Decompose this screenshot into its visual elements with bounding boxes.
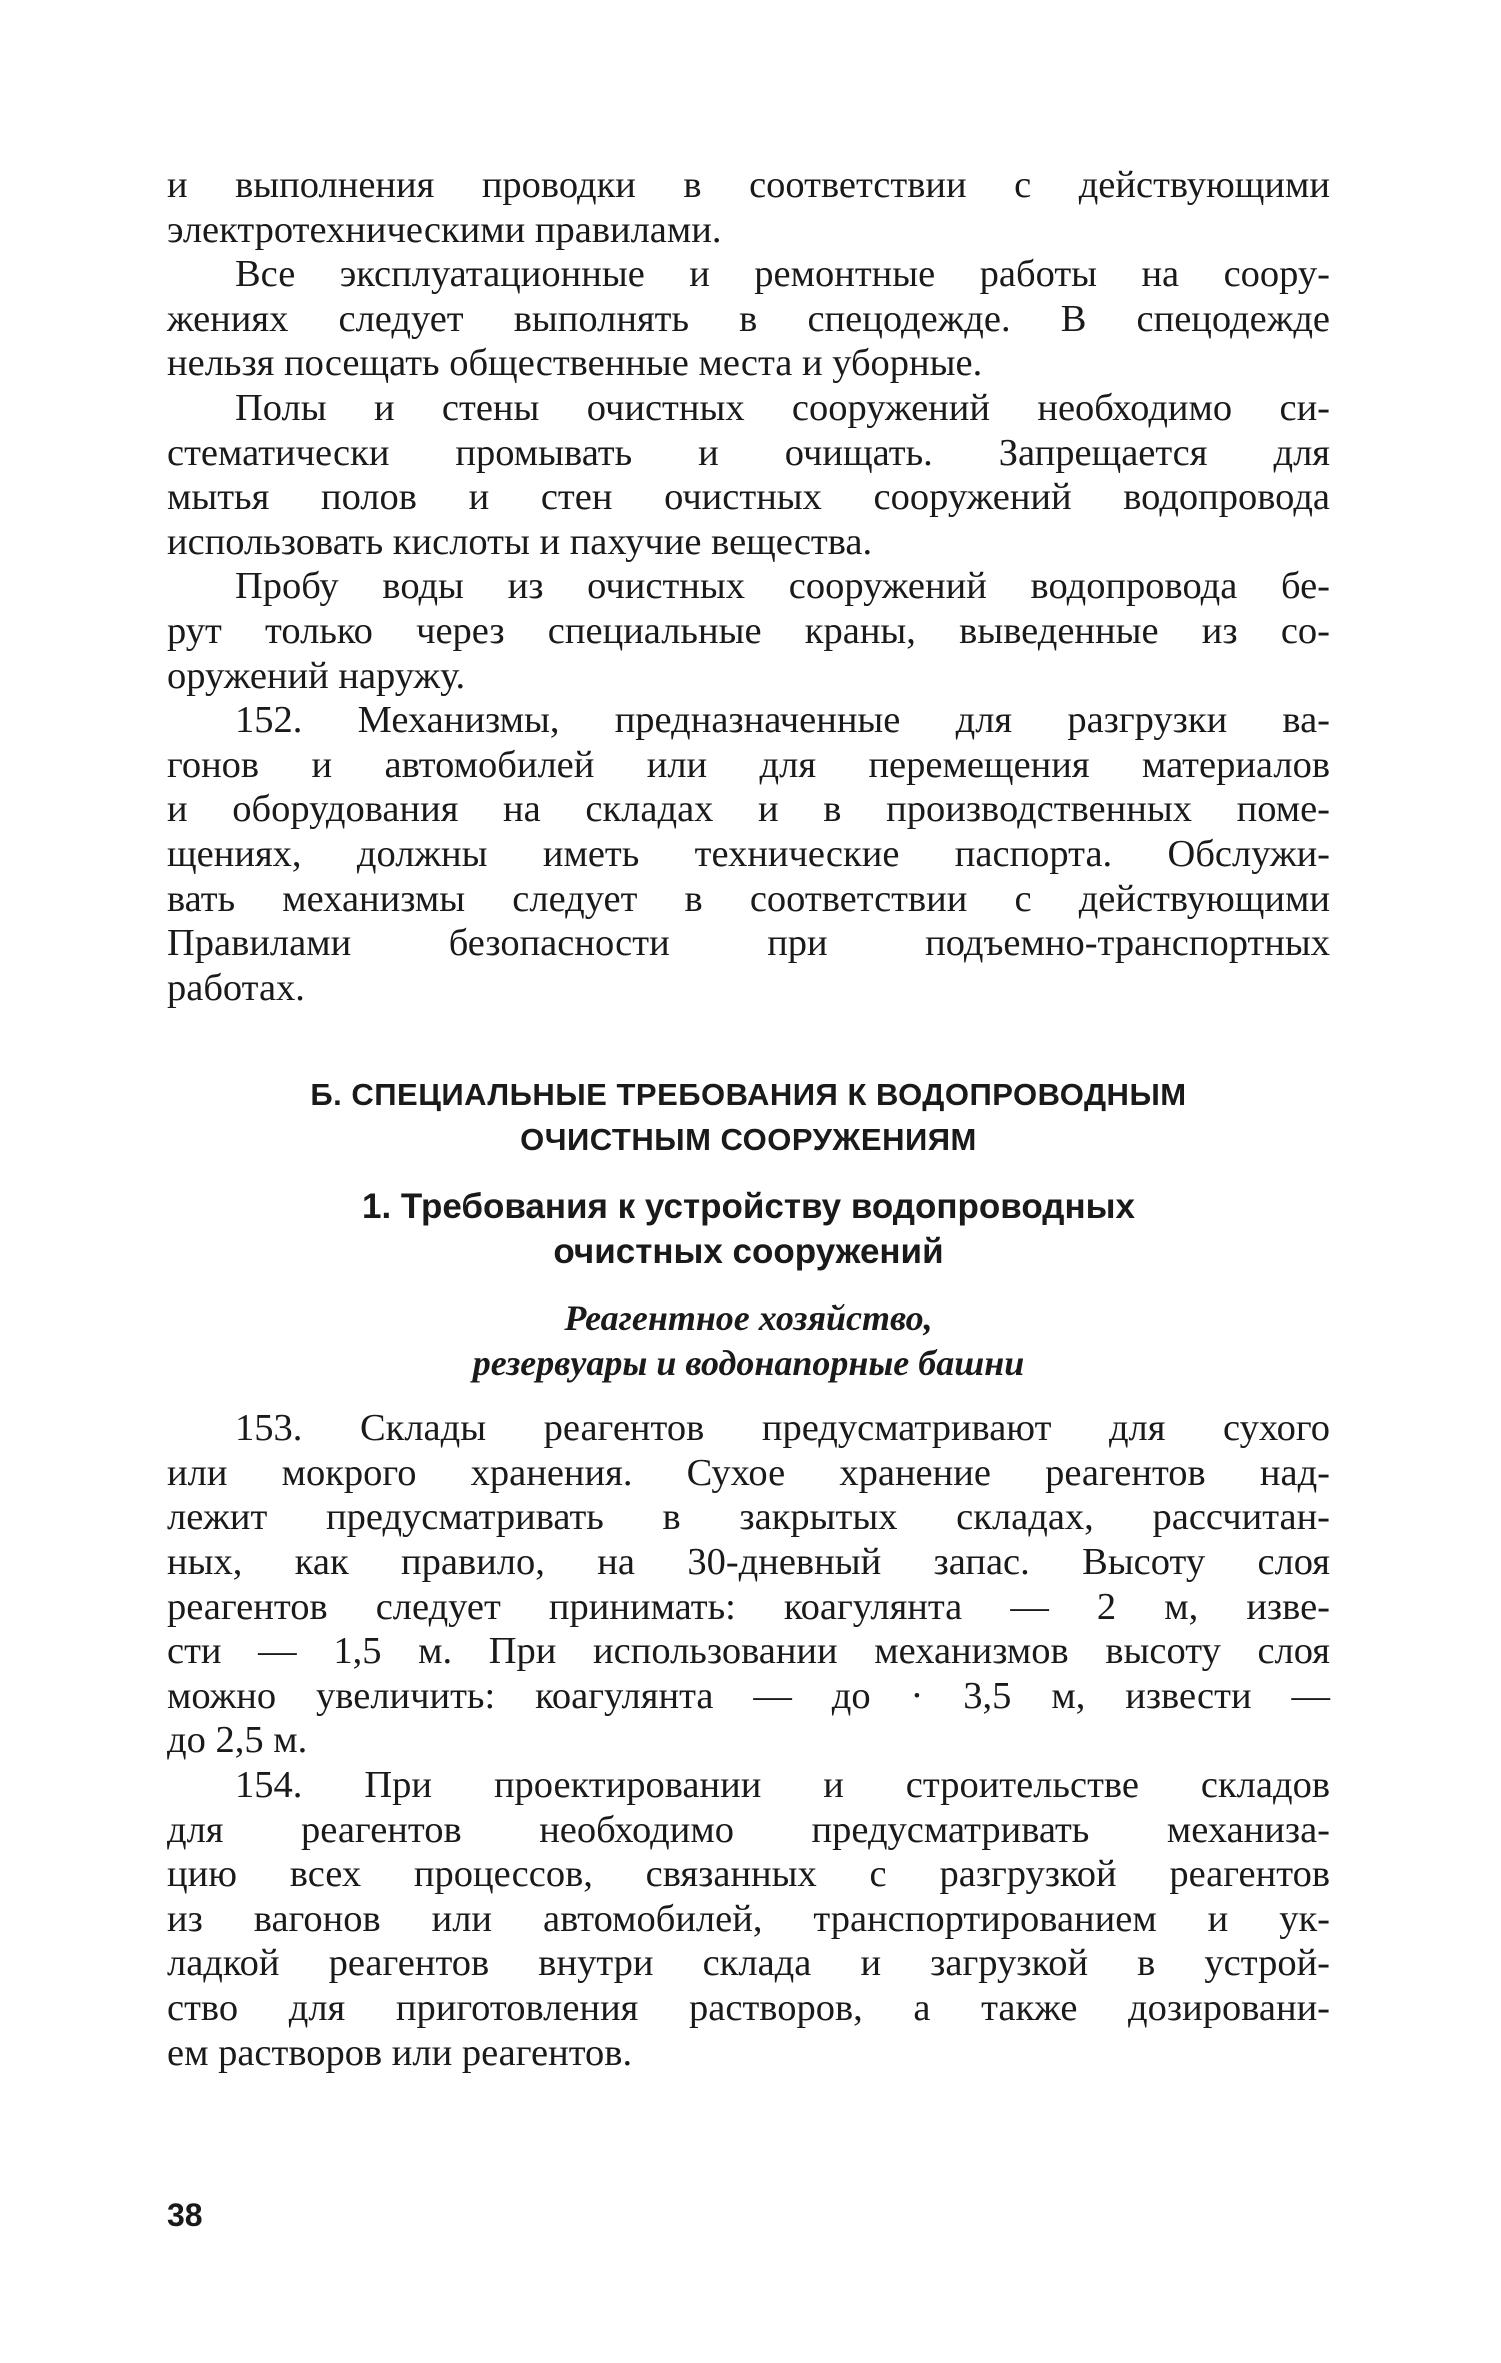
text-line: стематически промывать и очищать. Запрещается для	[167, 431, 1330, 474]
paragraph-floors-walls	[167, 386, 1330, 564]
text-line: Правилами безопасности при подъемно-транспортных	[167, 922, 1330, 965]
italic-heading-line: резервуары и водонапорные башни	[472, 1343, 1025, 1384]
text-line: рут только через специальные краны, выведенные из со-	[167, 609, 1330, 652]
text-line: жениях следует выполнять в спецодежде. В спецодежде	[167, 297, 1330, 340]
text-line: для реагентов необходимо предусматривать механиза-	[167, 1808, 1330, 1851]
text-line: вать механизмы следует в соответствии с действующими	[167, 877, 1330, 920]
section-heading-line: ОЧИСТНЫМ СООРУЖЕНИЯМ	[520, 1122, 977, 1158]
text-line: мытья полов и стен очистных сооружений водопровода	[167, 476, 1330, 519]
text-line: ство для приготовления растворов, а также дозировани-	[167, 1987, 1330, 2029]
text-line: ем растворов или реагентов.	[167, 2031, 633, 2074]
text-line: цию всех процессов, связанных с разгрузкой реагентов	[167, 1853, 1330, 1896]
text-line: реагентов следует принимать: коагулянта — 2 м, изве-	[167, 1585, 1330, 1628]
paragraph-wiring-rules	[167, 163, 1330, 252]
section-heading	[167, 1072, 1330, 1162]
text-line: 153. Склады реагентов предусматривают для сухого	[235, 1407, 1330, 1450]
text-line: электротехническими правилами.	[167, 208, 722, 251]
text-line: 152. Механизмы, предназначенные для разгрузки ва-	[235, 699, 1330, 742]
text-line: лежит предусматривать в закрытых складах, рассчитан-	[167, 1496, 1330, 1539]
text-line: или мокрого хранения. Сухое хранение реагентов над-	[167, 1451, 1330, 1494]
text-line: ладкой реагентов внутри склада и загрузкой в устрой-	[167, 1942, 1330, 1985]
text-line: Пробу воды из очистных сооружений водопровода бе-	[235, 565, 1330, 608]
sub-heading-line: очистных сооружений	[553, 1232, 944, 1272]
italic-heading-line: Реагентное хозяйство,	[564, 1298, 933, 1339]
paragraph-water-sample	[167, 564, 1330, 698]
text-line: использовать кислоты и пахучие вещества.	[167, 520, 873, 563]
paragraph-153	[167, 1406, 1330, 1763]
sub-heading-line: 1. Требования к устройству водопроводных	[362, 1187, 1135, 1227]
italic-heading	[167, 1296, 1330, 1386]
text-line: и выполнения проводки в соответствии с действующими	[167, 164, 1330, 206]
text-line: можно увеличить: коагулянта — до · 3,5 м, извести —	[167, 1674, 1330, 1717]
text-line: из вагонов или автомобилей, транспортированием и ук-	[167, 1897, 1330, 1940]
paragraph-154	[167, 1763, 1330, 2075]
text-line: оружений наружу.	[167, 654, 466, 697]
text-line: работах.	[167, 966, 305, 1009]
section-heading-line: Б. СПЕЦИАЛЬНЫЕ ТРЕБОВАНИЯ К ВОДОПРОВОДНЫМ	[310, 1077, 1187, 1113]
text-line: Все эксплуатационные и ремонтные работы на соору-	[235, 253, 1330, 296]
paragraph-workwear	[167, 252, 1330, 386]
page-body	[167, 163, 1330, 2075]
sub-heading	[167, 1184, 1330, 1274]
text-line: и оборудования на складах и в производственных поме-	[167, 788, 1330, 831]
text-line: до 2,5 м.	[167, 1719, 308, 1762]
text-line: 154. При проектировании и строительстве складов	[235, 1764, 1330, 1807]
text-line: ных, как правило, на 30-дневный запас. Высоту слоя	[167, 1541, 1330, 1584]
text-line: гонов и автомобилей или для перемещения материалов	[167, 743, 1330, 786]
paragraph-152	[167, 698, 1330, 1010]
page-number: 38	[167, 2197, 203, 2233]
text-line: нельзя посещать общественные места и уборные.	[167, 342, 983, 385]
text-line: Полы и стены очистных сооружений необходимо си-	[235, 386, 1330, 429]
text-line: щениях, должны иметь технические паспорта. Обслужи-	[167, 832, 1330, 875]
text-line: сти — 1,5 м. При использовании механизмов высоту слоя	[167, 1630, 1330, 1673]
